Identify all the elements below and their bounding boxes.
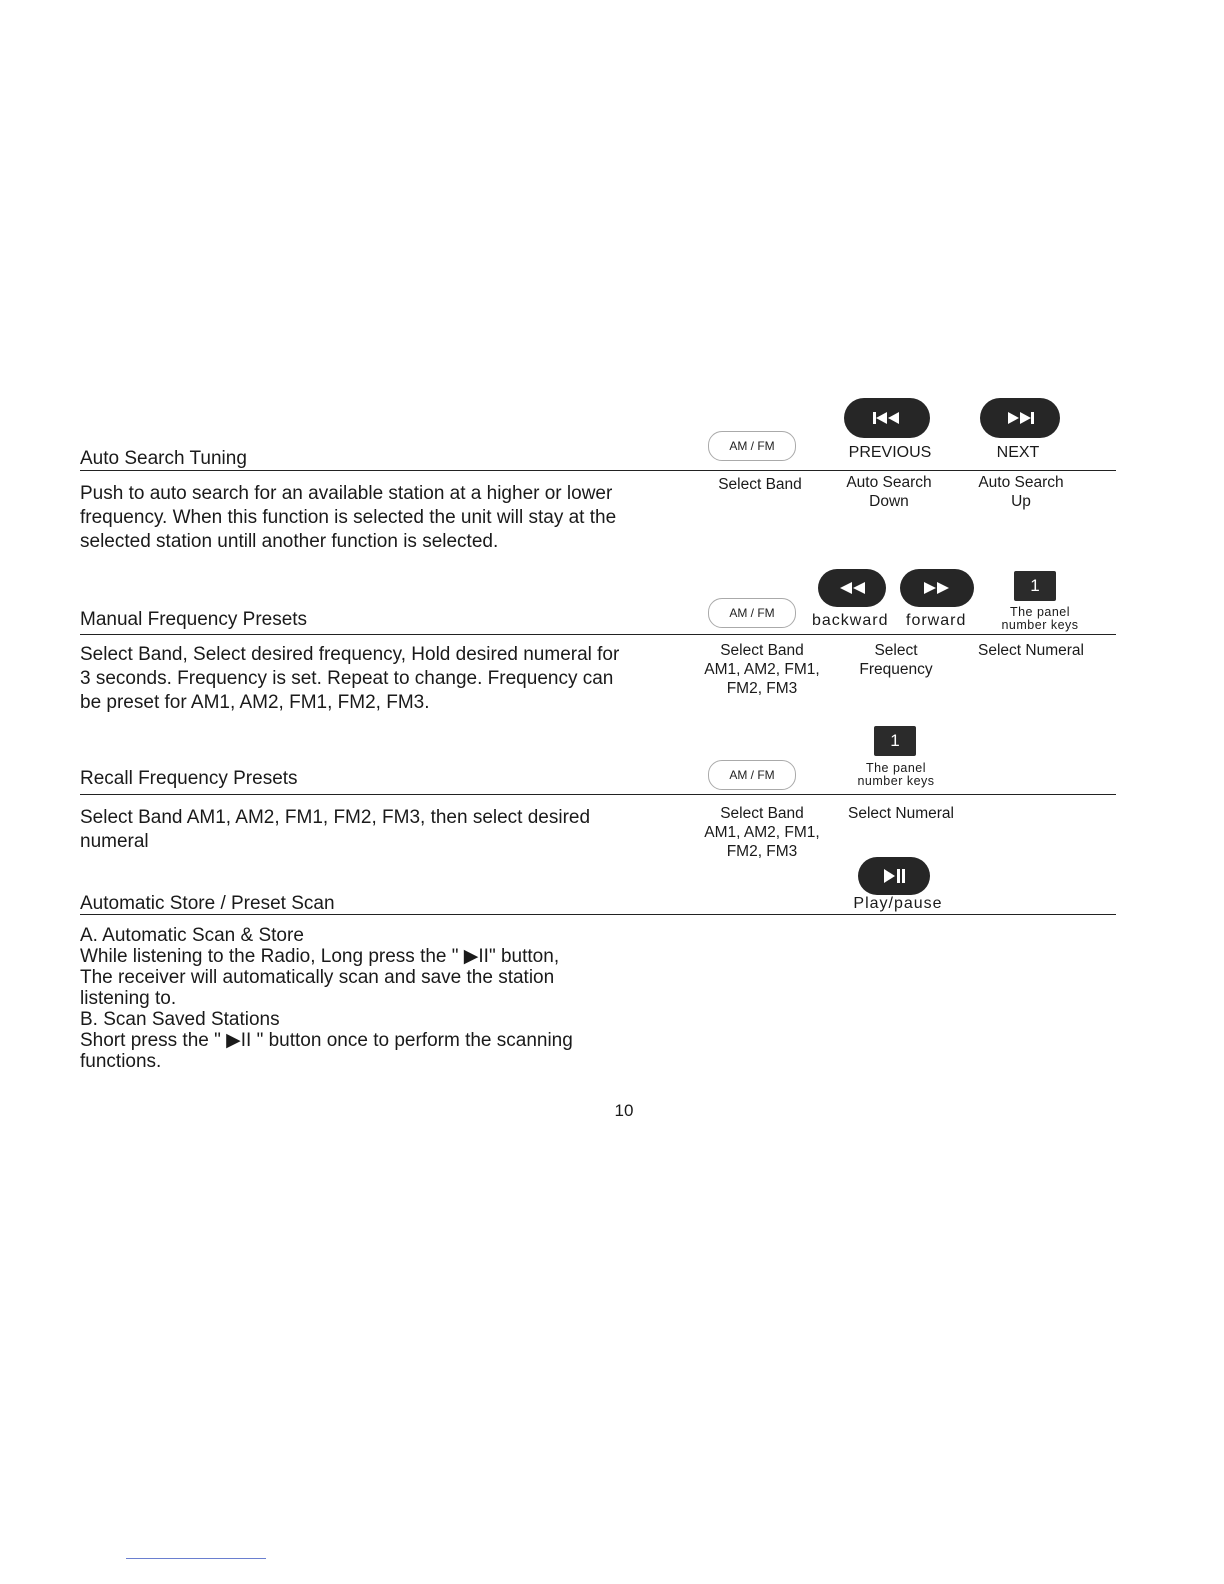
- caption-line: number keys: [857, 774, 935, 788]
- body-line: frequency. When this function is selected the unit will stay at the: [80, 507, 617, 528]
- caption-line: The panel: [1009, 605, 1071, 619]
- recall-presets-heading: Recall Frequency Presets: [80, 768, 298, 789]
- forward-label: forward: [906, 612, 967, 629]
- manual-presets-heading: Manual Frequency Presets: [80, 609, 308, 630]
- recall-presets-description: [80, 806, 590, 854]
- caption-line: Select Band: [720, 805, 804, 822]
- body-line: A. Automatic Scan & Store: [80, 925, 304, 946]
- caption-line: AM1, AM2, FM1,: [704, 661, 820, 678]
- footer-line: [126, 1558, 266, 1559]
- caption-auto-search-up: [966, 473, 1076, 511]
- forward-button[interactable]: [900, 569, 974, 607]
- body-line: be preset for AM1, AM2, FM1, FM2, FM3.: [80, 692, 430, 713]
- body-line: Select Band AM1, AM2, FM1, FM2, FM3, then select desired: [80, 807, 591, 828]
- caption-select-numeral: Select Numeral: [978, 642, 1084, 659]
- caption-line: Down: [869, 493, 909, 510]
- caption-line: AM1, AM2, FM1,: [704, 824, 820, 841]
- number-key-1[interactable]: 1: [1014, 571, 1056, 601]
- number-key-1[interactable]: 1: [874, 726, 916, 756]
- auto-search-description: [80, 482, 616, 554]
- body-line: listening to.: [80, 988, 177, 1009]
- body-line: functions.: [80, 1051, 162, 1072]
- body-line: The receiver will automatically scan and save the station: [80, 967, 555, 988]
- previous-label: PREVIOUS: [848, 444, 932, 461]
- divider: [80, 470, 1116, 471]
- amfm-button[interactable]: AM / FM: [708, 598, 796, 628]
- auto-store-heading: Automatic Store / Preset Scan: [80, 893, 335, 914]
- divider: [80, 914, 1116, 915]
- play-pause-label: Play/pause: [853, 895, 943, 912]
- auto-store-description: [80, 925, 573, 1072]
- caption-line: The panel: [865, 761, 927, 775]
- manual-presets-description: [80, 643, 619, 715]
- caption-line: Up: [1011, 493, 1031, 510]
- number-keys-caption: [846, 762, 946, 788]
- backward-button[interactable]: [818, 569, 886, 607]
- play-pause-button[interactable]: [858, 857, 930, 895]
- body-line: numeral: [80, 831, 149, 852]
- amfm-button[interactable]: AM / FM: [708, 760, 796, 790]
- caption-line: number keys: [1001, 618, 1079, 632]
- play-pause-icon: [882, 868, 906, 884]
- next-label: NEXT: [996, 444, 1040, 461]
- caption-line: Auto Search: [846, 474, 932, 491]
- divider: [80, 634, 1116, 635]
- caption-select-band-list: [692, 641, 832, 698]
- caption-select-numeral: Select Numeral: [848, 805, 954, 822]
- body-line: Push to auto search for an available station at a higher or lower: [80, 483, 613, 504]
- skip-next-icon: [1005, 411, 1035, 425]
- backward-label: backward: [812, 612, 889, 629]
- body-line: selected station untill another function is selected.: [80, 531, 499, 552]
- amfm-button[interactable]: AM / FM: [708, 431, 796, 461]
- caption-line: Auto Search: [978, 474, 1064, 491]
- body-line: Select Band, Select desired frequency, Hold desired numeral for: [80, 644, 620, 665]
- caption-line: FM2, FM3: [726, 680, 798, 697]
- body-line: 3 seconds. Frequency is set. Repeat to change. Frequency can: [80, 668, 614, 689]
- previous-button[interactable]: [844, 398, 930, 438]
- caption-select-band-list: [692, 804, 832, 861]
- caption-line: Frequency: [859, 661, 933, 678]
- rewind-icon: [837, 581, 867, 595]
- caption-select-frequency: [846, 641, 946, 679]
- number-keys-caption: [990, 606, 1090, 632]
- body-line: While listening to the Radio, Long press the " ▶II" button,: [80, 946, 560, 967]
- divider: [80, 794, 1116, 795]
- caption-auto-search-down: [830, 473, 948, 511]
- auto-search-heading: Auto Search Tuning: [80, 448, 247, 469]
- caption-line: Select: [874, 642, 918, 659]
- body-line: Short press the " ▶II " button once to perform the scanning: [80, 1030, 573, 1051]
- body-line: B. Scan Saved Stations: [80, 1009, 280, 1030]
- caption-line: FM2, FM3: [726, 843, 798, 860]
- fast-forward-icon: [922, 581, 952, 595]
- caption-line: Select Band: [720, 642, 804, 659]
- page-number: 10: [614, 1101, 634, 1120]
- skip-previous-icon: [872, 411, 902, 425]
- next-button[interactable]: [980, 398, 1060, 438]
- caption-select-band: Select Band: [718, 476, 802, 493]
